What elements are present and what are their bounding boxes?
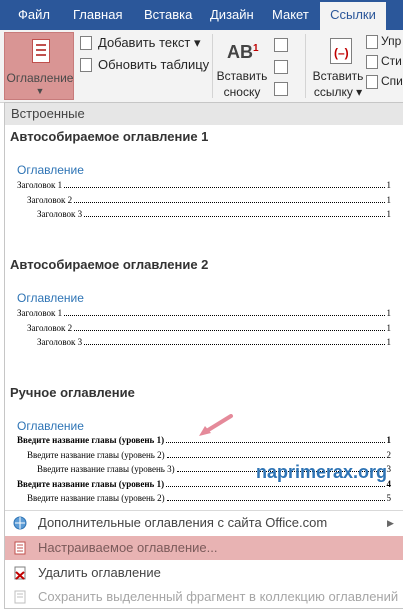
update-table-icon — [80, 58, 92, 72]
menu-item-remove-toc[interactable] — [5, 561, 403, 585]
insert-citation-label-2: ссылку — [313, 85, 353, 99]
tab-file[interactable]: Файл — [18, 7, 50, 22]
ribbon-divider — [305, 34, 306, 98]
show-notes-icon[interactable] — [274, 82, 288, 96]
pointer-arrow-icon — [195, 414, 235, 438]
insert-footnote-button[interactable] — [214, 68, 270, 100]
table-of-contents-button[interactable] — [4, 32, 74, 100]
toc-preview-line: Введите название главы (уровень 1) 4 — [17, 479, 391, 489]
toc-preview-line: Заголовок 1 1 — [17, 180, 391, 190]
add-text-label: Добавить текст — [98, 35, 191, 50]
insert-citation-label-1: Вставить — [312, 69, 364, 83]
office-globe-icon — [13, 516, 27, 530]
insert-footnote-icon: $AB^1$ — [227, 42, 259, 62]
menu-item-custom-toc[interactable] — [5, 536, 403, 560]
gallery-item-title: Ручное оглавление — [10, 385, 135, 400]
tab-references[interactable]: Ссылки — [320, 2, 386, 30]
menu-item-label: Дополнительные оглавления с сайта Office.com — [38, 515, 328, 530]
next-footnote-icon[interactable] — [274, 60, 288, 74]
chevron-down-icon: ▼ — [35, 86, 45, 96]
toc-preview-line: Введите название главы (уровень 3) 3 — [37, 464, 391, 474]
ribbon-tab-bar — [0, 0, 403, 30]
section-header-builtin: Встроенные — [5, 103, 403, 125]
toc-preview-heading: Оглавление — [17, 291, 84, 305]
toc-preview-line: Заголовок 3 1 — [37, 337, 391, 347]
toc-preview-line: Введите название главы (уровень 2) 2 — [27, 450, 391, 460]
chevron-right-icon: ▶ — [387, 518, 394, 528]
menu-item-label: Сохранить выделенный фрагмент в коллекцию оглавлений — [38, 589, 399, 604]
insert-footnote-label-2: сноску — [223, 85, 261, 99]
insert-citation-button[interactable]: Вставить ссылку ▾ — [310, 68, 366, 100]
insert-endnote-icon[interactable] — [274, 38, 288, 52]
manage-sources-button[interactable]: Упр — [366, 34, 401, 49]
tab-design[interactable]: Дизайн — [210, 7, 254, 22]
bibliography-button[interactable]: Спи — [366, 74, 403, 89]
menu-item-label: Удалить оглавление — [38, 565, 161, 580]
tab-home[interactable]: Главная — [73, 7, 123, 22]
insert-footnote-label-1: Вставить — [216, 69, 268, 83]
update-table-label: Обновить таблицу — [98, 57, 210, 72]
toc-preview-line: Заголовок 2 1 — [27, 195, 391, 205]
toc-preview-line: Заголовок 3 1 — [37, 209, 391, 219]
menu-item-more-tocs-office[interactable] — [5, 511, 403, 535]
toc-preview-line: Введите название главы (уровень 2) 5 — [27, 493, 391, 503]
insert-citation-icon: (–) — [330, 38, 352, 64]
toc-preview-line: Заголовок 1 1 — [17, 308, 391, 318]
watermark: naprimerax.org — [256, 462, 388, 482]
toc-button-label: Оглавление — [6, 71, 74, 85]
ribbon-divider — [212, 34, 213, 98]
menu-item-save-selection[interactable] — [5, 585, 403, 609]
save-selection-icon — [13, 590, 27, 604]
toc-preview-line: Заголовок 2 1 — [27, 323, 391, 333]
toc-preview-heading: Оглавление — [17, 163, 84, 177]
tab-insert[interactable]: Вставка — [144, 7, 193, 22]
style-button[interactable]: Сти — [366, 54, 402, 69]
remove-toc-icon — [13, 566, 27, 580]
gallery-item-title: Автособираемое оглавление 1 — [10, 129, 209, 144]
menu-item-label: Настраиваемое оглавление... — [38, 540, 218, 555]
ribbon: Оглавление ▼ Добавить текст ▾ Обновить таблицу $AB^1$ Вставить сноску (–) Вставить ссылку ▾ Упр Сти Спи — [0, 30, 403, 103]
toc-dropdown-panel — [4, 102, 403, 609]
gallery-item-title: Автособираемое оглавление 2 — [10, 257, 209, 272]
add-text-icon — [80, 36, 92, 50]
toc-preview-line: Введите название главы (уровень 1) 1 — [17, 435, 391, 445]
custom-toc-icon — [13, 541, 27, 555]
toc-preview-heading: Оглавление — [17, 419, 84, 433]
toc-icon — [32, 39, 50, 63]
tab-layout[interactable]: Макет — [272, 7, 309, 22]
